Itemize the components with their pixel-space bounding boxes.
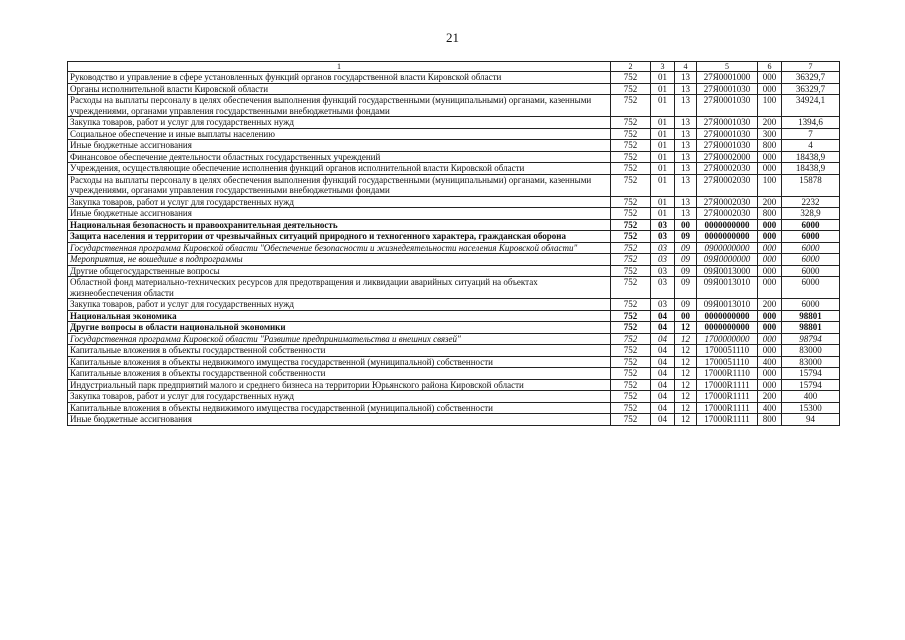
table-row	[68, 219, 840, 231]
expense-type-cell: 200	[758, 117, 782, 129]
ministry-code-cell: 752	[611, 174, 651, 196]
table-row	[68, 231, 840, 243]
amount-cell: 4	[782, 140, 840, 152]
section-code-cell: 04	[651, 356, 675, 368]
ministry-code-cell: 752	[611, 83, 651, 95]
subsection-code-cell: 13	[675, 140, 697, 152]
ministry-code-cell: 752	[611, 277, 651, 299]
ministry-code-cell: 752	[611, 391, 651, 403]
table-row	[68, 128, 840, 140]
section-code-cell: 03	[651, 242, 675, 254]
amount-cell: 6000	[782, 254, 840, 266]
subsection-code-cell: 12	[675, 345, 697, 357]
amount-cell: 83000	[782, 356, 840, 368]
ministry-code-cell: 752	[611, 151, 651, 163]
expense-type-cell: 000	[758, 254, 782, 266]
subsection-code-cell: 09	[675, 277, 697, 299]
expense-type-cell: 000	[758, 219, 782, 231]
ministry-code-cell: 752	[611, 219, 651, 231]
section-code-cell: 01	[651, 208, 675, 220]
table-row	[68, 208, 840, 220]
subsection-code-cell: 09	[675, 265, 697, 277]
target-article-cell: 27Я0001000	[697, 72, 758, 84]
subsection-code-cell: 13	[675, 208, 697, 220]
table-row	[68, 379, 840, 391]
table-row	[68, 163, 840, 175]
expense-type-cell: 100	[758, 95, 782, 117]
subsection-code-cell: 09	[675, 299, 697, 311]
expense-type-cell: 000	[758, 265, 782, 277]
budget-table	[67, 61, 840, 426]
header-cell: 5	[697, 62, 758, 72]
amount-cell: 328,9	[782, 208, 840, 220]
subsection-code-cell: 13	[675, 117, 697, 129]
section-code-cell: 03	[651, 254, 675, 266]
ministry-code-cell: 752	[611, 322, 651, 334]
item-name-cell: Органы исполнительной власти Кировской области	[68, 83, 611, 95]
amount-cell: 400	[782, 391, 840, 403]
item-name-cell: Закупка товаров, работ и услуг для государственных нужд	[68, 299, 611, 311]
amount-cell: 36329,7	[782, 72, 840, 84]
item-name-cell: Закупка товаров, работ и услуг для государственных нужд	[68, 391, 611, 403]
header-cell: 4	[675, 62, 697, 72]
amount-cell: 6000	[782, 231, 840, 243]
target-article-cell: 17000R1111	[697, 391, 758, 403]
table-row	[68, 368, 840, 380]
item-name-cell: Закупка товаров, работ и услуг для государственных нужд	[68, 196, 611, 208]
subsection-code-cell: 13	[675, 196, 697, 208]
target-article-cell: 27Я0001030	[697, 140, 758, 152]
amount-cell: 94	[782, 414, 840, 426]
table-row	[68, 95, 840, 117]
table-row	[68, 265, 840, 277]
expense-type-cell: 000	[758, 231, 782, 243]
target-article-cell: 27Я0001030	[697, 117, 758, 129]
amount-cell: 6000	[782, 265, 840, 277]
amount-cell: 2232	[782, 196, 840, 208]
subsection-code-cell: 13	[675, 95, 697, 117]
section-code-cell: 04	[651, 402, 675, 414]
amount-cell: 36329,7	[782, 83, 840, 95]
subsection-code-cell: 12	[675, 391, 697, 403]
subsection-code-cell: 13	[675, 128, 697, 140]
section-code-cell: 01	[651, 83, 675, 95]
expense-type-cell: 000	[758, 310, 782, 322]
ministry-code-cell: 752	[611, 140, 651, 152]
target-article-cell: 0000000000	[697, 322, 758, 334]
item-name-cell: Национальная экономика	[68, 310, 611, 322]
section-code-cell: 01	[651, 140, 675, 152]
table-row	[68, 414, 840, 426]
subsection-code-cell: 12	[675, 414, 697, 426]
target-article-cell: 1700051110	[697, 345, 758, 357]
header-cell: 2	[611, 62, 651, 72]
amount-cell: 7	[782, 128, 840, 140]
item-name-cell: Иные бюджетные ассигнования	[68, 140, 611, 152]
target-article-cell: 17000R1111	[697, 379, 758, 391]
item-name-cell: Учреждения, осуществляющие обеспечение исполнения функций органов исполнительной власти Кировской области	[68, 163, 611, 175]
section-code-cell: 04	[651, 333, 675, 345]
item-name-cell: Финансовое обеспечение деятельности областных государственных учреждений	[68, 151, 611, 163]
expense-type-cell: 200	[758, 196, 782, 208]
subsection-code-cell: 13	[675, 72, 697, 84]
header-cell: 6	[758, 62, 782, 72]
ministry-code-cell: 752	[611, 265, 651, 277]
item-name-cell: Иные бюджетные ассигнования	[68, 208, 611, 220]
amount-cell: 34924,1	[782, 95, 840, 117]
target-article-cell: 27Я0001030	[697, 128, 758, 140]
section-code-cell: 01	[651, 196, 675, 208]
section-code-cell: 03	[651, 219, 675, 231]
expense-type-cell: 800	[758, 140, 782, 152]
ministry-code-cell: 752	[611, 208, 651, 220]
ministry-code-cell: 752	[611, 196, 651, 208]
amount-cell: 1394,6	[782, 117, 840, 129]
subsection-code-cell: 09	[675, 231, 697, 243]
item-name-cell: Капитальные вложения в объекты государственной собственности	[68, 345, 611, 357]
target-article-cell: 0000000000	[697, 231, 758, 243]
target-article-cell: 27Я0002030	[697, 174, 758, 196]
target-article-cell: 09Я0013000	[697, 265, 758, 277]
table-row	[68, 322, 840, 334]
subsection-code-cell: 13	[675, 174, 697, 196]
ministry-code-cell: 752	[611, 299, 651, 311]
target-article-cell: 09Я0000000	[697, 254, 758, 266]
table-row	[68, 151, 840, 163]
section-code-cell: 01	[651, 95, 675, 117]
subsection-code-cell: 09	[675, 254, 697, 266]
amount-cell: 18438,9	[782, 163, 840, 175]
expense-type-cell: 000	[758, 345, 782, 357]
item-name-cell: Областной фонд материально-технических ресурсов для предотвращения и ликвидации аварийных ситуаций на объектах жизнеобеспечения области	[68, 277, 611, 299]
amount-cell: 15794	[782, 379, 840, 391]
expense-type-cell: 800	[758, 414, 782, 426]
target-article-cell: 27Я0001030	[697, 83, 758, 95]
table-row	[68, 140, 840, 152]
expense-type-cell: 000	[758, 368, 782, 380]
section-code-cell: 04	[651, 379, 675, 391]
item-name-cell: Иные бюджетные ассигнования	[68, 414, 611, 426]
item-name-cell: Национальная безопасность и правоохранительная деятельность	[68, 219, 611, 231]
ministry-code-cell: 752	[611, 254, 651, 266]
expense-type-cell: 000	[758, 333, 782, 345]
section-code-cell: 03	[651, 299, 675, 311]
item-name-cell: Руководство и управление в сфере установленных функций органов государственной власти Кировской области	[68, 72, 611, 84]
amount-cell: 6000	[782, 299, 840, 311]
target-article-cell: 17000R1110	[697, 368, 758, 380]
amount-cell: 98801	[782, 310, 840, 322]
amount-cell: 15794	[782, 368, 840, 380]
table-row	[68, 196, 840, 208]
subsection-code-cell: 00	[675, 219, 697, 231]
item-name-cell: Расходы на выплаты персоналу в целях обеспечения выполнения функций государственными (муниципальными) органами, казенными учреждениями, органами управления государственными внебюджетными фондами	[68, 174, 611, 196]
table-row	[68, 174, 840, 196]
expense-type-cell: 000	[758, 379, 782, 391]
section-code-cell: 04	[651, 322, 675, 334]
item-name-cell: Государственная программа Кировской области "Развитие предпринимательства и внешних связей"	[68, 333, 611, 345]
ministry-code-cell: 752	[611, 163, 651, 175]
table-header-row	[68, 62, 840, 72]
expense-type-cell: 100	[758, 174, 782, 196]
section-code-cell: 04	[651, 391, 675, 403]
item-name-cell: Капитальные вложения в объекты государственной собственности	[68, 368, 611, 380]
subsection-code-cell: 00	[675, 310, 697, 322]
ministry-code-cell: 752	[611, 242, 651, 254]
item-name-cell: Индустриальный парк предприятий малого и среднего бизнеса на территории Юрьянского района Кировской области	[68, 379, 611, 391]
ministry-code-cell: 752	[611, 402, 651, 414]
subsection-code-cell: 12	[675, 356, 697, 368]
ministry-code-cell: 752	[611, 310, 651, 322]
subsection-code-cell: 13	[675, 151, 697, 163]
item-name-cell: Капитальные вложения в объекты недвижимого имущества государственной (муниципальной) собственности	[68, 402, 611, 414]
table-row	[68, 117, 840, 129]
page-number: 21	[446, 30, 459, 45]
section-code-cell: 01	[651, 72, 675, 84]
section-code-cell: 01	[651, 163, 675, 175]
item-name-cell: Капитальные вложения в объекты недвижимого имущества государственной (муниципальной) собственности	[68, 356, 611, 368]
target-article-cell: 1700051110	[697, 356, 758, 368]
table-row	[68, 277, 840, 299]
section-code-cell: 01	[651, 128, 675, 140]
expense-type-cell: 000	[758, 72, 782, 84]
table-row	[68, 345, 840, 357]
expense-type-cell: 000	[758, 163, 782, 175]
item-name-cell: Защита населения и территории от чрезвычайных ситуаций природного и техногенного характера, гражданская оборона	[68, 231, 611, 243]
section-code-cell: 04	[651, 414, 675, 426]
expense-type-cell: 300	[758, 128, 782, 140]
amount-cell: 83000	[782, 345, 840, 357]
subsection-code-cell: 13	[675, 163, 697, 175]
target-article-cell: 0000000000	[697, 310, 758, 322]
section-code-cell: 03	[651, 277, 675, 299]
target-article-cell: 27Я0001030	[697, 95, 758, 117]
ministry-code-cell: 752	[611, 356, 651, 368]
item-name-cell: Расходы на выплаты персоналу в целях обеспечения выполнения функций государственными (муниципальными) органами, казенными учреждениями, органами управления государственными внебюджетными фондами	[68, 95, 611, 117]
section-code-cell: 01	[651, 151, 675, 163]
subsection-code-cell: 12	[675, 379, 697, 391]
target-article-cell: 17000R1111	[697, 402, 758, 414]
table-row	[68, 356, 840, 368]
target-article-cell: 27Я0002000	[697, 151, 758, 163]
header-cell: 1	[68, 62, 611, 72]
subsection-code-cell: 12	[675, 333, 697, 345]
target-article-cell: 27Я0002030	[697, 163, 758, 175]
item-name-cell: Закупка товаров, работ и услуг для государственных нужд	[68, 117, 611, 129]
target-article-cell: 27Я0002030	[697, 208, 758, 220]
subsection-code-cell: 12	[675, 402, 697, 414]
table-row	[68, 402, 840, 414]
expense-type-cell: 800	[758, 208, 782, 220]
subsection-code-cell: 09	[675, 242, 697, 254]
target-article-cell: 27Я0002030	[697, 196, 758, 208]
ministry-code-cell: 752	[611, 368, 651, 380]
amount-cell: 98794	[782, 333, 840, 345]
amount-cell: 18438,9	[782, 151, 840, 163]
subsection-code-cell: 12	[675, 368, 697, 380]
ministry-code-cell: 752	[611, 117, 651, 129]
expense-type-cell: 000	[758, 322, 782, 334]
item-name-cell: Другие общегосударственные вопросы	[68, 265, 611, 277]
item-name-cell: Государственная программа Кировской области "Обеспечение безопасности и жизнедеятельности населения Кировской области"	[68, 242, 611, 254]
table-row	[68, 242, 840, 254]
table-body	[68, 72, 840, 426]
expense-type-cell: 000	[758, 151, 782, 163]
table-row	[68, 310, 840, 322]
ministry-code-cell: 752	[611, 231, 651, 243]
ministry-code-cell: 752	[611, 333, 651, 345]
section-code-cell: 01	[651, 117, 675, 129]
amount-cell: 98801	[782, 322, 840, 334]
target-article-cell: 0900000000	[697, 242, 758, 254]
header-cell: 7	[782, 62, 840, 72]
section-code-cell: 01	[651, 174, 675, 196]
subsection-code-cell: 12	[675, 322, 697, 334]
amount-cell: 6000	[782, 219, 840, 231]
expense-type-cell: 400	[758, 356, 782, 368]
item-name-cell: Мероприятия, не вошедшие в подпрограммы	[68, 254, 611, 266]
ministry-code-cell: 752	[611, 379, 651, 391]
expense-type-cell: 400	[758, 402, 782, 414]
section-code-cell: 04	[651, 345, 675, 357]
header-cell: 3	[651, 62, 675, 72]
amount-cell: 15300	[782, 402, 840, 414]
expense-type-cell: 200	[758, 299, 782, 311]
table-row	[68, 299, 840, 311]
item-name-cell: Другие вопросы в области национальной экономики	[68, 322, 611, 334]
amount-cell: 6000	[782, 277, 840, 299]
section-code-cell: 03	[651, 265, 675, 277]
ministry-code-cell: 752	[611, 414, 651, 426]
ministry-code-cell: 752	[611, 128, 651, 140]
section-code-cell: 03	[651, 231, 675, 243]
table-row	[68, 254, 840, 266]
expense-type-cell: 000	[758, 277, 782, 299]
amount-cell: 6000	[782, 242, 840, 254]
item-name-cell: Социальное обеспечение и иные выплаты населению	[68, 128, 611, 140]
ministry-code-cell: 752	[611, 95, 651, 117]
amount-cell: 15878	[782, 174, 840, 196]
section-code-cell: 04	[651, 368, 675, 380]
section-code-cell: 04	[651, 310, 675, 322]
table-row	[68, 333, 840, 345]
target-article-cell: 09Я0013010	[697, 299, 758, 311]
table-row	[68, 391, 840, 403]
expense-type-cell: 000	[758, 242, 782, 254]
ministry-code-cell: 752	[611, 72, 651, 84]
ministry-code-cell: 752	[611, 345, 651, 357]
target-article-cell: 17000R1111	[697, 414, 758, 426]
target-article-cell: 09Я0013010	[697, 277, 758, 299]
target-article-cell: 0000000000	[697, 219, 758, 231]
target-article-cell: 1700000000	[697, 333, 758, 345]
table-row	[68, 83, 840, 95]
table-row	[68, 72, 840, 84]
expense-type-cell: 200	[758, 391, 782, 403]
expense-type-cell: 000	[758, 83, 782, 95]
subsection-code-cell: 13	[675, 83, 697, 95]
